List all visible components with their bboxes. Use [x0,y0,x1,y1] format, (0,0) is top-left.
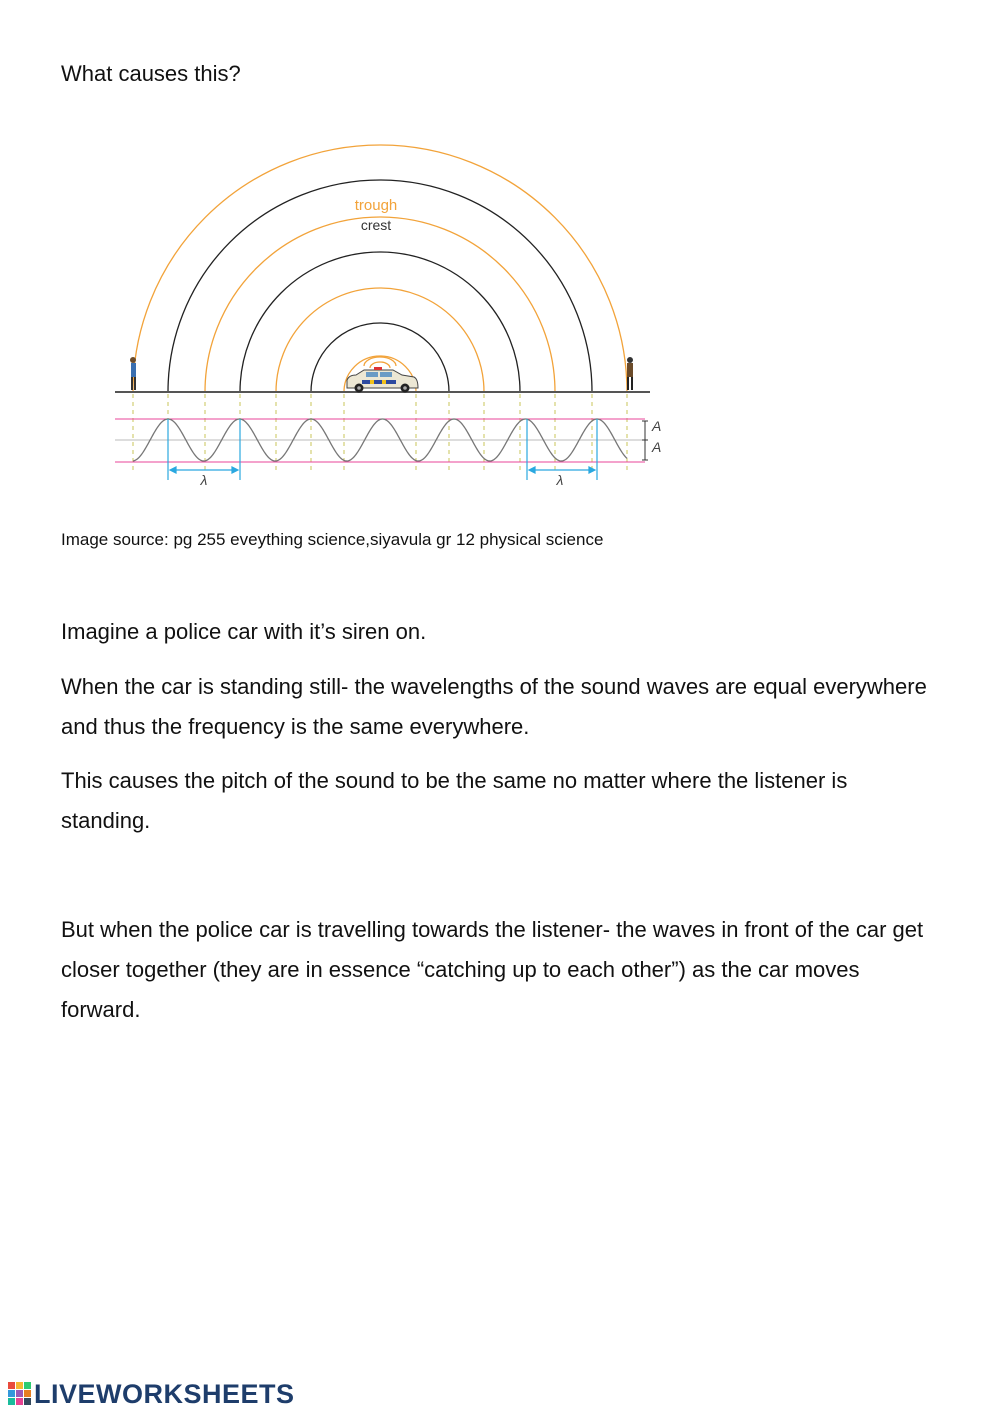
listener-left-icon [130,357,136,390]
wavelength-label-right: λ [556,472,564,488]
amplitude-label-bottom: A [652,439,662,455]
crest-label: crest [360,217,392,233]
arrowhead [529,467,535,473]
amplitude-label-top: A [652,418,662,434]
wavelength-label-left: λ [200,472,208,488]
listener-right-icon [627,357,633,390]
liveworksheets-logo-icon [8,1382,32,1406]
arrowhead [232,467,238,473]
paragraph-2: When the car is standing still- the wavelengths of the sound waves are equal everywhere and thus the frequency is the same everywhere. [61,674,927,739]
image-source-caption: Image source: pg 255 eveything science,siyavula gr 12 physical science [61,530,604,549]
paragraph-1: Imagine a police car with it’s siren on. [61,619,427,644]
trough-label: trough [354,197,398,214]
wave-diagram [100,130,700,500]
police-car-icon [347,367,418,393]
arrowhead [589,467,595,473]
liveworksheets-footer[interactable] [8,1378,295,1410]
arrowhead [170,467,176,473]
doppler-wave-figure [100,130,700,500]
paragraph-4: But when the police car is travelling towards the listener- the waves in front of the car get closer together (they are in essence “catching up to each other”) as the car moves forward. [61,917,924,1022]
liveworksheets-brand: LIVEWORKSHEETS [34,1378,295,1409]
question-heading: What causes this? [61,61,241,86]
trough-arc-3 [205,217,555,392]
paragraph-3: This causes the pitch of the sound to be the same no matter where the listener is standing. [61,768,848,833]
